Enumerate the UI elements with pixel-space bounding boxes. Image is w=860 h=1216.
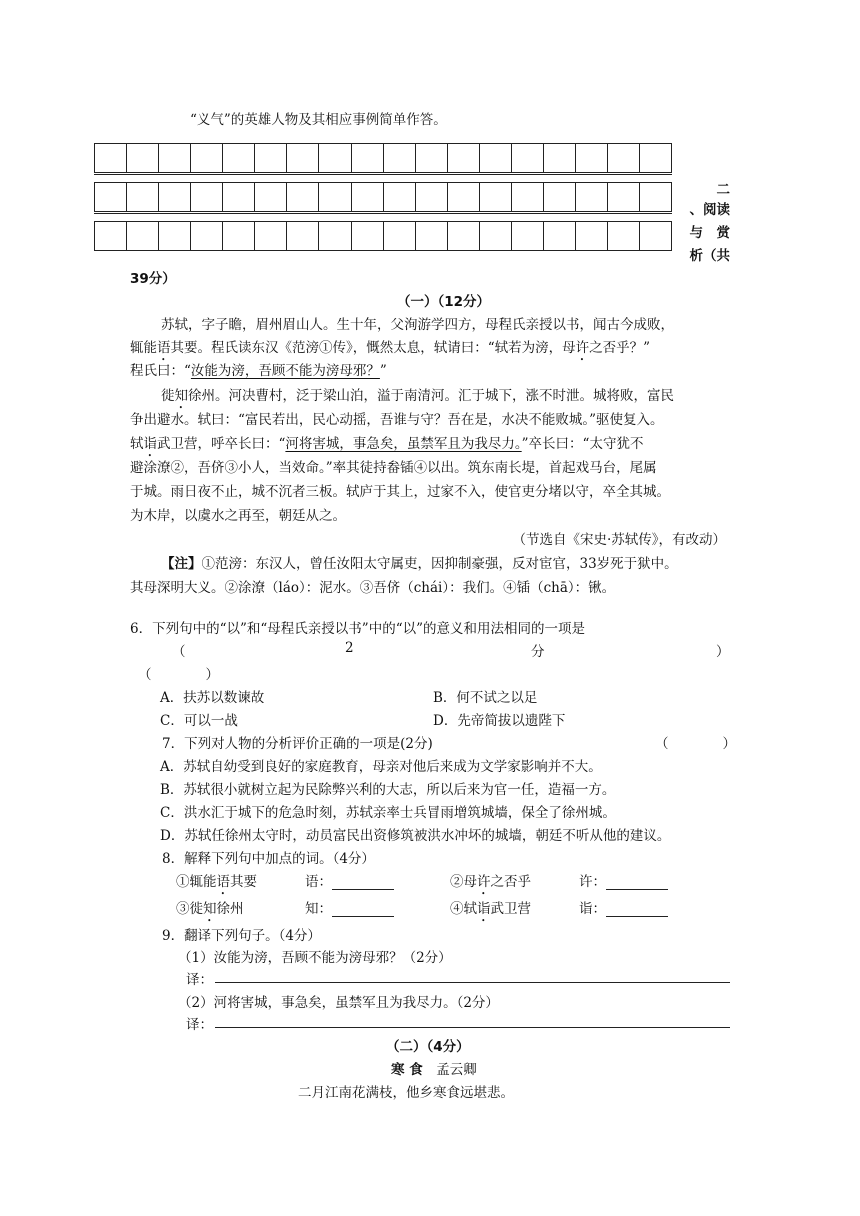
passage1-heading: （一）（12分） [397, 294, 491, 310]
q6-stem: 6．下列句中的“以”和“母程氏亲授以书”中的“以”的意义和用法相同的一项是 [130, 621, 585, 637]
poem-author: 孟云卿 [436, 1062, 477, 1078]
grid-row[interactable] [94, 182, 672, 212]
grid-row[interactable] [94, 221, 672, 251]
q6-option-c[interactable]: C．可以一战 [160, 713, 238, 729]
q9-answer-line-2[interactable] [215, 1012, 730, 1028]
poem-title-line [391, 1058, 477, 1078]
passage1-line: 辄能语其要。程氏读东汉《范滂①传》，慨然太息，轼请曰：“轼若为滂，母许之否乎？” [130, 340, 651, 356]
dotted-word: 许 [575, 340, 590, 356]
passage1-line: 避涂潦②，吾侪③小人，当效命。”率其徒持畚锸④以出。筑东南长堤，首起戏马台，尾属 [130, 460, 657, 476]
section-two-score: 39分） [130, 271, 176, 287]
q7-option-d[interactable]: D．苏轼任徐州太守时，动员富民出资修筑被洪水冲坏的城墙，朝廷不听从他的建议。 [160, 828, 671, 844]
q9-yi-label-1: 译： [186, 972, 213, 988]
passage1-line: 为木岸，以虞水之再至，朝廷从之。 [130, 508, 346, 524]
q8-item-4: ④轼诣武卫营 [450, 901, 531, 917]
q9-sentence-2: （2）河将害城，事急矣，虽禁军且为我尽力。（2分） [178, 995, 499, 1011]
passage1-source: （节选自《宋史·苏轼传》，有改动） [512, 532, 726, 548]
poem-title: 寒 食 [391, 1062, 423, 1078]
q6-paren-close: ） [716, 644, 730, 660]
poem-line: 二月江南花满枝，他乡寒食远堪悲。 [298, 1085, 514, 1101]
passage1-line: 苏轼，字子瞻，眉州眉山人。生十年，父洵游学四方，母程氏亲授以书，闻古今成败， [161, 317, 674, 333]
passage1-line: 于城。雨日夜不止，城不沉者三板。轼庐于其上，过家不入，使官吏分堵以守，卒全其城。 [130, 484, 670, 500]
q8-item-3: ③徙知徐州 [176, 901, 244, 917]
passage1-note: 其母深明大义。②涂潦（láo）：泥水。③吾侪（chái）：我们。④锸（chā）：锹。 [130, 580, 616, 596]
q7-option-b[interactable]: B．苏轼很小就树立起为民除弊兴利的大志，所以后来为官一任，造福一方。 [160, 782, 616, 798]
dotted-word: 语 [157, 340, 171, 356]
dotted-word: 知 [174, 388, 188, 404]
q8-answer-3[interactable]: 知： [305, 897, 394, 917]
q9-sentence-1: （1）汝能为滂，吾顾不能为滂母邪？（2分） [178, 950, 452, 966]
q8-item-2: ②母许之否乎 [450, 874, 531, 890]
intro-tail: “义气”的英雄人物及其相应事例简单作答。 [190, 112, 447, 128]
q6-unit: 分 [531, 644, 545, 660]
passage1-line: 徙知徐州。河决曹村，泛于梁山泊，溢于南清河。汇于城下，涨不时泄。城将败，富民 [161, 388, 674, 404]
section-two-heading: 二 、阅读 与 赏 析（共 [689, 182, 730, 264]
q9-yi-label-2: 译： [186, 1017, 213, 1033]
grid-row[interactable] [94, 143, 672, 173]
dotted-word: 诣 [143, 436, 157, 452]
q8-answer-1[interactable]: 语： [305, 870, 394, 890]
q7-option-a[interactable]: A．苏轼自幼受到良好的家庭教育，母亲对他后来成为文学家影响并不大。 [160, 759, 602, 775]
q8-stem: 8．解释下列句中加点的词。（4分） [162, 851, 375, 867]
q6-option-b[interactable]: B．何不试之以足 [433, 690, 538, 706]
passage1-note: 【注】①范滂：东汉人，曾任汝阳太守属吏，因抑制豪强，反对宦官，33岁死于狱中。 [161, 556, 678, 572]
q6-paren-open: （ [172, 644, 186, 660]
underlined-sentence: 河将害城，事急矣，虽禁军且为我尽力。 [285, 436, 522, 452]
q8-answer-2[interactable]: 许： [579, 870, 668, 890]
dotted-word: 知 [203, 901, 217, 917]
q9-answer-line-1[interactable] [215, 967, 730, 983]
passage1-line: 争出避水。轼曰：“富民若出，民心动摇，吾谁与守？吾在是，水决不能败城。”驱使复入。 [130, 412, 664, 428]
passage2-heading: （二）（4分） [386, 1039, 470, 1055]
passage1-line: 程氏曰：“汝能为滂，吾顾不能为滂母邪？” [130, 363, 387, 379]
passage1-line: 轼诣武卫营，呼卒长曰：“河将害城，事急矣，虽禁军且为我尽力。”卒长曰：“太守犹不 [130, 436, 644, 452]
q6-answer-paren[interactable]: （ ） [138, 667, 219, 683]
q8-item-1: ①辄能语其要 [176, 874, 257, 890]
dotted-word: 许 [477, 874, 491, 890]
q8-answer-4[interactable]: 诣： [579, 897, 668, 917]
underlined-sentence: 汝能为滂，吾顾不能为滂母邪？ [190, 363, 380, 379]
q6-score: 2 [345, 640, 354, 656]
q6-option-a[interactable]: A．扶苏以数谏故 [160, 690, 265, 706]
q7-answer-paren[interactable]: （ ） [655, 736, 736, 752]
dotted-word: 诣 [477, 901, 491, 917]
q7-stem: 7．下列对人物的分析评价正确的一项是(2分) [162, 736, 433, 752]
q9-stem: 9．翻译下列句子。（4分） [162, 928, 321, 944]
dotted-word: 语 [216, 874, 230, 890]
q6-option-d[interactable]: D．先帝简拔以遗陛下 [433, 713, 566, 729]
q7-option-c[interactable]: C．洪水汇于城下的危急时刻，苏轼亲率士兵冒雨增筑城墙，保全了徐州城。 [160, 805, 616, 821]
